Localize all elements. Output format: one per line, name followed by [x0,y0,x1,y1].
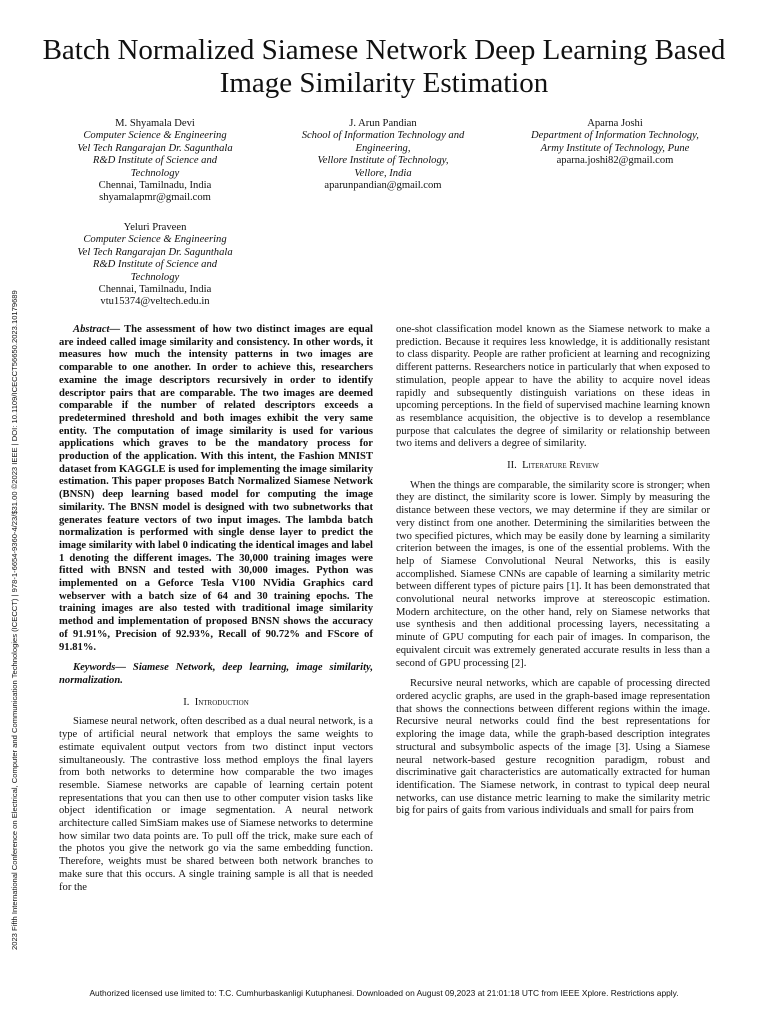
author-affiliation-line: School of Information Technology and [301,130,465,142]
keywords-label: Keywords— [73,662,126,674]
author-affiliation-line: Vellore, India [354,167,412,179]
section-number: II. [507,460,517,472]
keywords [59,662,373,687]
right-paragraph-1: one-shot classification model known as the Siamese network to make a prediction. Because it requires less knowledge, it is additionally resistant to class disparity. People are rather proficient at learning and recognizing different patterns. Researchers notice in particularly that when exposed to stimulation, people appear to have the ability to acquire novel ideas rapidly and subsequently distinguish variations on these ideas in upcoming perceptions. In the field of supervised machine learning known as resemblance acquisition, the objective is to develop a resemblance purpose that calculates the degree of similarity or relationship between two items and delivers a degree of similarity. [396,324,710,450]
author-email: aparna.joshi82@gmail.com [556,155,674,167]
paper-title: Batch Normalized Siamese Network Deep Learning Based Image Similarity Estimation [42,34,726,99]
author-name: Yeluri Praveen [123,222,187,233]
author-block-1 [55,118,255,205]
author-affiliation-line: Vel Tech Rangarajan Dr. Sagunthala [77,142,233,154]
author-affiliation-line: Vel Tech Rangarajan Dr. Sagunthala [77,246,233,258]
author-affiliation-line: Department of Information Technology, [531,130,699,142]
author-affiliation-line: Vellore Institute of Technology, [317,155,449,167]
keywords-text: Siamese Network, deep learning, image similarity, normalization. [59,662,373,686]
left-column [59,324,373,894]
author-name: J. Arun Pandian [349,118,417,129]
author-block-4 [55,222,255,309]
section-title: Literature Review [522,460,599,472]
section-heading-literature-review [396,460,710,473]
author-affiliation-line: R&D Institute of Science and [92,259,218,271]
author-block-3 [510,118,720,168]
author-email: vtu15374@veltech.edu.in [100,296,210,308]
section-title: Introduction [194,696,249,708]
author-affiliation-line: Computer Science & Engineering [83,130,227,142]
abstract-text: The assessment of how two distinct images are equal are indeed called image similarity and consistency. In other words, it measures how much the intensity patterns in two images are comparable to one another. In order to achieve this, researchers examine the image descriptors recursively in order to identify descriptor pairs that are comparable. The two images are deemed comparable if the number of related descriptors exceeds a predetermined threshold and both images exhibit the very same entity. The computation of image similarity is used for various applications which graves to be the mandatory process for production of the application. With this intent, the Fashion MNIST dataset from KAGGLE is used for implementing the image similarity estimation. This paper proposes Batch Normalized Siamese Network (BNSN) deep learning based model for computing the image similarity. The BNSN model is designed with two subnetworks that generates feature vectors of two input images. The lambda batch normalization is performed with single dense layer to predict the image similarity with label 0 indicating the identical images and label 1 denoting the different images. The 30,000 training images were fitted with BNSN and tested with 30,000 images. Python was implemented on a Geforce Tesla V100 NVidia Graphics card webserver with a batch size of 64 and 30 training epochs. The training images are also tested with traditional image similarity method and implementation of proposed BNSN shows the accuracy of 91.91%, Precision of 92.93%, Recall of 90.72% and FScore of 91.81%. [59,324,373,653]
author-affiliation-line: Army Institute of Technology, Pune [540,142,690,154]
author-affiliation-line: Technology [130,167,180,179]
literature-paragraph-1: When the things are comparable, the similarity score is stronger; when they are distinct, the similarity score is lower. Simply by measuring the distance between these vectors, we may determine if they are similar or very distinct from one another. Determining the similarities between the two specified pictures, which may be easily done by learning a similarity criterion between the images, is one of the essential problems. With the help of Siamese Convolutional Neural Networks, this is easily accomplished. Siamese CNNs are capable of learning a similarity metric between different types of picture pairs [1]. It has been demonstrated that convolutional neural networks improve at stereoscopic estimation. Modern architecture, on the other hand, rely on Siamese networks that use synthesis and then additional processing layers, necessitating a minute of GPU computing for each pair of images. In comparison, the equivalent circuit was extremely generated accurate results in less than a second of GPU processing [2]. [396,479,710,669]
abstract [59,324,373,654]
author-affiliation-line: R&D Institute of Science and [92,155,218,167]
literature-paragraph-2: Recursive neural networks, which are capable of processing directed ordered acyclic graphs, are used in the graph-based image representation that shows the connections between different regions within the image. Recursive neural networks could find the best representations for exploring the image data, while the graph-based description integrates structural and subsymbolic aspects of the image [3]. Using a Siamese neural network-based gesture recognition paradigm, robust and discriminative gait characteristics are automatically extracted for human identification. The Siamese network, in contrast to typical deep neural networks, can use distance metric learning to make the similarity metric big for pairs of gaits from various individuals and small for pairs from [396,678,710,817]
author-location: Chennai, Tamilnadu, India [98,180,212,192]
license-footer: Authorized licensed use limited to: T.C. Cumhurbaskanligi Kutuphanesi. Downloaded on August 09,2023 at 21:01:18 UTC from IEEE Xplore. Restrictions apply. [89,988,679,998]
author-location: Chennai, Tamilnadu, India [98,284,212,296]
author-name: M. Shyamala Devi [115,118,195,129]
author-name: Aparna Joshi [587,118,643,129]
conference-sidebar-text: 2023 Fifth International Conference on Electrical, Computer and Communication Technologies (ICECCT) | 978-1-6654-9360-4/23/$31.00 ©2023 IEEE | DOI: 10.1109/ICECCT56650.2023.10179689 [10,290,19,950]
author-email: shyamalapmr@gmail.com [99,192,211,204]
abstract-label: Abstract— [73,324,121,335]
right-column [396,324,710,818]
author-email: aparunpandian@gmail.com [324,180,442,192]
author-affiliation-line: Computer Science & Engineering [83,234,227,246]
author-affiliation-line: Technology [130,271,180,283]
section-number: I. [183,696,190,708]
section-heading-introduction [59,697,373,710]
introduction-paragraph: Siamese neural network, often described as a dual neural network, is a type of artificial neural network that employs the same weights to estimate equivalent output vectors from two distinct input vectors simultaneously. The contrastive loss method employs the final layers from both networks to determine how comparable the two images resemble. Siamese networks are capable of learning certain potent representations that you can then use to other computer vision tasks like object identification or image segmentation. A neural network architecture called SimSiam makes use of Siamese networks to determine how similar two data points are. To pull off the trick, make sure each of the photos you give the network go via the same embedding function. Therefore, weights must be shared between both network branches to make sure that this occurs. A single training sample is all that is needed for the [59,716,373,893]
author-block-2 [283,118,483,192]
author-affiliation-line: Engineering, [355,142,411,154]
